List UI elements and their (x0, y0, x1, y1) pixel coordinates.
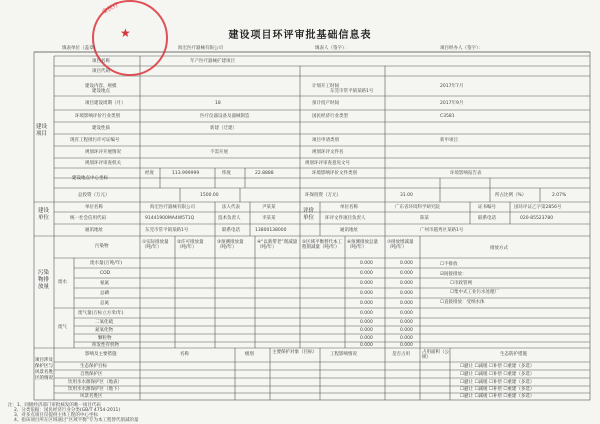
pollutant-v6: 0.000 (360, 328, 373, 333)
economic-type-label: 国民经济行业类型 (312, 114, 348, 119)
head-col-1: ①实际排放量（吨/年） (142, 240, 169, 250)
protect-row-measure[interactable]: ☐避让 ☐减缓 ☐补偿 ☐重建（多选） (460, 364, 535, 369)
pollutant-v6: 0.000 (360, 291, 373, 296)
protect-head: 生态防护措施 (500, 352, 527, 357)
legal-rep-value: 尹某某 (262, 205, 276, 210)
pollutant-v6: 0.000 (360, 281, 373, 286)
pollutant-name: 颗粒物 (98, 336, 112, 341)
method-option[interactable]: ☐市政管网 (450, 281, 473, 286)
pollutant-name: 总氮 (100, 301, 109, 306)
scope-label: 建设内容、规模 (85, 84, 117, 89)
pollutant-name: 废水量(万吨/年) (90, 261, 123, 266)
cert-no-value: 国环评证乙字第2856号 (514, 205, 562, 210)
build-period-label: 项目建设周期（月） (85, 101, 126, 106)
head-col-7: ⑦排放增减量（吨/年） (387, 240, 414, 250)
build-period-value: 18 (215, 101, 221, 106)
pollutant-v7: 0.000 (400, 311, 413, 316)
method-option[interactable]: ☐直接排放：受纳水体 (440, 300, 485, 305)
fill-unit-label: 填表单位（盖章） (62, 46, 98, 51)
fill-unit-value: 海宏医疗器械有限公司 (178, 46, 223, 51)
head-col-3: ③预测排放量（吨/年） (217, 240, 244, 250)
eia-unit-name-label: 单位名称 (340, 205, 358, 210)
env-invest-value: 31.00 (400, 193, 413, 198)
protect-row-name: 自然保护区 (80, 372, 103, 377)
protect-row-measure[interactable]: ☐避让 ☐减缓 ☐补偿 ☐重建（多选） (460, 387, 535, 392)
site-label: 建设地点 (92, 89, 110, 94)
apply-type-value: 新申项目 (440, 138, 458, 143)
pollutant-v6: 0.000 (360, 320, 373, 325)
industry-type-label: 环境影响评价行业类别 (75, 114, 120, 119)
protect-row-name: 生态保护目标 (80, 364, 107, 369)
total-invest-value: 1500.00 (200, 193, 219, 198)
pollutant-v7: 0.000 (400, 336, 413, 341)
pollutant-v6: 0.000 (360, 301, 373, 306)
protect-group-label: 项目涉及保护区与风景名胜区的情况 (35, 358, 53, 381)
head-col-5: ⑤区域平衡替代本工程削减量（吨/年） (302, 240, 343, 250)
eia-file-type-label: 环境影响评价文件类别 (312, 171, 357, 176)
seal-text: 安医疗 (100, 1, 121, 16)
pollutant-v6: 0.000 (360, 343, 373, 348)
project-group-label: 建设项目 (36, 124, 48, 137)
protect-head: 是否占用 (392, 352, 410, 357)
total-invest-label: 总投资（万元） (78, 193, 110, 198)
head-col-2: ②许可排放量（吨/年） (177, 240, 204, 250)
pollutant-v6: 0.000 (360, 311, 373, 316)
credit-code-value: 91441900MA4W5T1Q (145, 216, 195, 221)
protect-row-measure[interactable]: ☐避让 ☐减缓 ☐补偿 ☐重建（多选） (460, 372, 535, 377)
longitude-value: 113.999999 (172, 171, 200, 176)
pollutant-v7: 0.000 (400, 271, 413, 276)
pollutant-name: 总磷 (100, 291, 109, 296)
seal-star-icon: ★ (120, 26, 131, 40)
eia-unit-name-value: 广东省环境科学研究院 (395, 205, 440, 210)
eia-address-value: 广州市越秀区某路1号 (420, 228, 464, 233)
pollutant-v7: 0.000 (400, 281, 413, 286)
cert-no-label: 证书编号 (478, 205, 496, 210)
plan-eia-value: 不需开展 (210, 150, 228, 155)
protect-head: 工程影响情况 (330, 352, 357, 357)
pollutant-name: 氮氧化物 (95, 328, 113, 333)
economic-type-value: C3581 (440, 114, 455, 119)
pollutant-name: COD (100, 271, 111, 276)
site-value: 东莞市常平镇某路1号 (330, 89, 374, 94)
project-code-label: 项目代码 (92, 69, 110, 74)
method-option[interactable]: ☐集中式工业污水处理厂 (450, 290, 500, 295)
protect-row-name: 风景名胜区 (80, 394, 103, 399)
plan-review-no-label: 规划环评审查意见文号 (305, 161, 350, 166)
method-head: 排放方式 (490, 246, 508, 251)
tech-lead-label: 技术负责人 (218, 216, 241, 221)
unit-phone-label: 联系电话 (222, 228, 240, 233)
address-value: 东莞市常平镇某路1号 (145, 228, 189, 233)
latitude-label: 纬度 (222, 171, 231, 176)
latitude-value: 22.8888 (255, 171, 274, 176)
protect-head: 占用面积（公顷） (422, 350, 449, 360)
start-time-value: 2017年7月 (440, 84, 464, 89)
apply-type-label: 项目申请类别 (312, 138, 339, 143)
protect-head: 影响及主要措施 (85, 352, 117, 357)
coord-label: 建设地点中心坐标 (72, 176, 108, 181)
plan-eia-file-label: 规划环评文件名 (312, 150, 344, 155)
footnote: 注：1、同级经济部门审批核发的唯一项目代码 (8, 403, 101, 408)
protect-head: 名称 (180, 352, 189, 357)
pollutant-name: 废气量(万标立方米/年) (78, 311, 124, 316)
ratio-value: 2.07% (552, 193, 567, 198)
env-invest-label: 环保投资（万元） (305, 193, 341, 198)
eia-phone-value: 020-85523780 (520, 216, 554, 221)
pollutant-group-label: 污染物排放量 (38, 270, 50, 290)
pollutant-v6: 0.000 (360, 271, 373, 276)
pollutant-v6: 0.000 (360, 336, 373, 341)
pollutant-v6: 0.000 (360, 261, 373, 266)
eia-lead-label: 环评文件项目负责人 (325, 216, 366, 221)
eia-lead-value: 陈某 (420, 216, 429, 221)
filler-label: 填表人（签字）： (315, 46, 349, 51)
legal-rep-label: 法人代表 (222, 205, 240, 210)
plan-review-label: 规划环评审查机关 (85, 161, 121, 166)
form-title: 建设项目环评审批基础信息表 (228, 30, 372, 41)
pollutant-v7: 0.000 (400, 301, 413, 306)
ratio-label: 所占比例（%） (495, 193, 527, 198)
method-option[interactable]: ☑间接排放： (440, 272, 467, 277)
eia-address-label: 通讯地址 (340, 228, 358, 233)
pollutant-name: 挥发性有机物 (92, 343, 119, 348)
unit-name-label: 单位名称 (85, 205, 103, 210)
address-label: 通讯地址 (85, 228, 103, 233)
reviewer-label: 项目经办人（签字）： (440, 46, 483, 51)
plan-eia-label: 规划环评开展情况 (85, 150, 121, 155)
start-time-label: 计划开工时间 (312, 84, 339, 89)
head-col-6: ⑥预测排放总量（吨/年） (347, 240, 379, 250)
eia-unit-group-label: 评价单位 (303, 208, 315, 221)
protect-row-name: 饮用水水源保护区（地表） (68, 380, 122, 385)
pollutant-v7: 0.000 (400, 261, 413, 266)
method-option[interactable]: ☐不排放 (440, 262, 458, 267)
protect-head: 级别 (245, 352, 254, 357)
protect-row-measure[interactable]: ☐避让 ☐减缓 ☐补偿 ☐重建（多选） (460, 380, 535, 385)
wastewater-label: 废水 (58, 280, 67, 285)
unit-name-value: 海宏医疗器械有限公司 (150, 205, 195, 210)
footnote: 4、指该项目所在区域通过“区域平衡”专为本工程替代削减的量 (14, 418, 139, 423)
head-col-4: ④“以新带老”削减量（吨/年） (257, 240, 298, 250)
footnote: 2、分类依据：国民经济行业分类(GB/T 4754-2011) (14, 408, 121, 413)
permit-no-label: 现有工程排污许可证编号 (70, 138, 120, 143)
pollutant-v7: 0.000 (400, 320, 413, 325)
credit-code-label: 统一社会信用代码 (70, 216, 106, 221)
pollutant-name: 氨氮 (100, 281, 109, 286)
pollutant-v7: 0.000 (400, 343, 413, 348)
tech-lead-value: 李某某 (262, 216, 276, 221)
construction-unit-group-label: 建设单位 (38, 208, 50, 221)
unit-phone-value: 13800138000 (255, 228, 287, 233)
production-time-label: 预计投产时间 (312, 101, 339, 106)
industry-type-value: 医疗仪器设备及器械制造 (200, 114, 250, 119)
waste-gas-label: 废气 (58, 325, 67, 330)
production-time-value: 2017年9月 (440, 101, 464, 106)
protect-head: 主要保护对象（目标） (272, 350, 317, 355)
project-name-value: 年产医疗器械扩建项目 (190, 59, 235, 64)
eia-phone-label: 联系电话 (478, 216, 496, 221)
longitude-label: 经度 (145, 171, 154, 176)
protect-row-name: 饮用水水源保护区（地下） (68, 387, 122, 392)
pollutant-v7: 0.000 (400, 328, 413, 333)
footnote: 3、对多点项目仅提供主体工程的中心坐标 (14, 413, 98, 418)
eia-file-type-value: 环境影响报告表 (450, 171, 482, 176)
pollutant-v7: 0.000 (400, 291, 413, 296)
pollutant-head: 污染物 (95, 244, 109, 249)
protect-row-measure[interactable]: ☐避让 ☐减缓 ☐补偿 ☐重建（多选） (460, 394, 535, 399)
build-nature-label: 建设性质 (92, 126, 110, 131)
build-nature-value: 新建（迁建） (210, 126, 237, 131)
project-name-label: 项目名称 (92, 59, 110, 64)
pollutant-name: 二氧化硫 (95, 320, 113, 325)
